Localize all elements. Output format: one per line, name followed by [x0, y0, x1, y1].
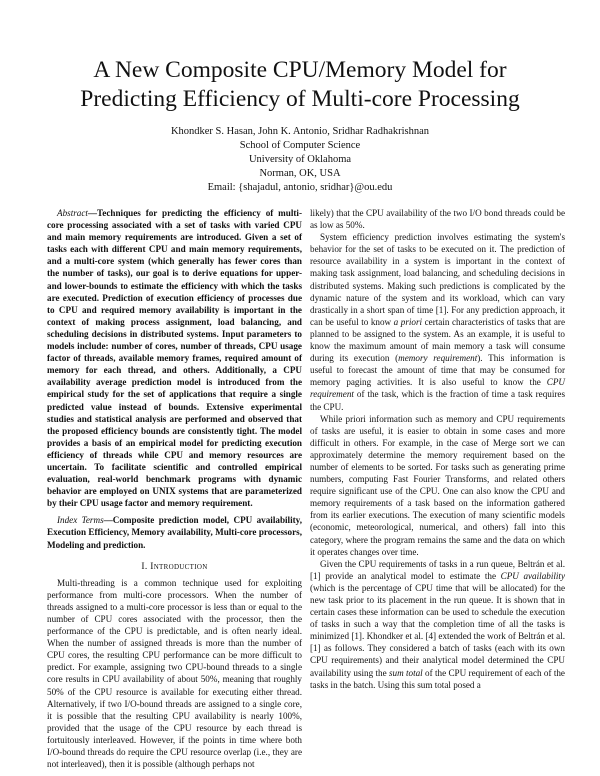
index-terms-text: Composite prediction model, CPU availability, Execution Efficiency, Memory availability, Multi-core processors, Modeling and prediction.	[47, 515, 303, 550]
location: Norman, OK, USA	[259, 168, 341, 179]
p4-text-a: Given the CPU requirements of tasks in a run queue, Beltrán et al. [1] provide an analytical model to estimate the	[310, 558, 565, 581]
p4-text-c: of the CPU requirement of each of the tasks in the batch. Using this sum total posed a	[310, 667, 565, 690]
paper-title	[30, 56, 570, 114]
abstract-label: Abstract	[57, 208, 88, 218]
affiliation: School of Computer Science	[239, 140, 361, 151]
title-line-2: Predicting Efficiency of Multi-core Processing	[80, 86, 520, 112]
university: University of Oklahoma	[248, 154, 352, 165]
index-terms-dash: —	[103, 515, 113, 526]
p4-text-b: (which is the percentage of CPU time that will be allocated) for the new task prior to its placement in the run queue. It is shown that in certain cases these information can be used to schedule the execution of tasks in such a way that the completion time of all the tasks is minimized [1]. Khondker et al. [4] extended the work of Beltrán et al. [1] as follows. They considered a batch of tasks (each with its own CPU requirements) and their analytical model determined the CPU availability using the	[310, 582, 565, 678]
p4-italic-sum-total: sum total	[388, 667, 423, 678]
right-column	[310, 207, 565, 691]
authors: Khondker S. Hasan, John K. Antonio, Sridhar Radhakrishnan	[170, 126, 430, 137]
abstract-dash: —	[87, 208, 98, 218]
author-block	[0, 125, 600, 195]
p2-text-d: of the task, which is the fraction of time a task requires the CPU.	[310, 389, 565, 412]
p4-italic-cpu-availability: CPU availability	[500, 570, 566, 581]
left-column	[47, 207, 302, 770]
p2-italic-memory-requirement: memory requirement	[398, 353, 478, 364]
title-line-1: A New Composite CPU/Memory Model for	[93, 57, 507, 83]
index-terms	[47, 514, 302, 550]
p2-text-a: System efficiency prediction involves estimating the system's behavior for the set of tasks to be executed on it. The prediction of resource availability in a system is important in the context of making task assignment, load balancing, and scheduling decisions in distributed systems. Making such predictions is complicated by the dynamic nature of the system and its workload, which can vary drastically in a short span of time [1]. For any prediction approach, it can be useful to know	[310, 232, 565, 327]
intro-paragraph-2	[310, 231, 565, 412]
intro-paragraph-1: Multi-threading is a common technique used for exploiting performance from multi-core processors. When the number of threads assigned to a multi-core processor is less than or equal to the number of CPU cores associated with the processor, then the performance of the CPU is predictable, and is often nearly ideal. When the number of assigned threads is more than the number of CPU cores, the resulting CPU performance can be more difficult to predict. For example, assigning two CPU-bound threads to a single core results in CPU availability of about 50%, meaning that roughly 50% of the CPU resource is available for executing either thread. Alternatively, if two I/O-bound threads are assigned to a single core, it is possible that the resulting CPU availability is nearly 100%, provided that the usage of the CPU resource by each thread is fortuitously interleaved. However, if the points in time where both I/O-bound threads do require the CPU resource overlap (i.e., they are not interleaved), then it is possible (although perhaps not	[47, 577, 302, 770]
p2-text-c: ). This information is useful to forecast the amount of time that may be consumed for memory paging activities. It is also useful to know the	[310, 353, 565, 388]
p2-italic-cpu-requirement: CPU requirement	[310, 377, 566, 400]
section-heading-introduction: I. Introduction	[141, 561, 208, 572]
p2-text-b: certain characteristics of tasks that are planned to be assigned to the system. As an example, it is useful to know the maximum amount of main memory a task will consume during its execution (	[310, 316, 566, 364]
email: Email: {shajadul, antonio, sridhar}@ou.edu	[207, 182, 393, 193]
intro-continuation: likely) that the CPU availability of the two I/O bond threads could be as low as 50%.	[310, 208, 565, 231]
index-terms-label: Index Terms	[57, 515, 104, 526]
abstract	[47, 207, 302, 509]
intro-paragraph-4	[310, 558, 565, 691]
abstract-text: Techniques for predicting the efficiency of multi-core processing associated with a set of tasks with varied CPU and main memory requirements are introduced. Given a set of tasks each with different CPU and main memory requirements, and a multi-core system (which generally has fewer cores than the number of tasks), our goal is to derive equations for upper- and lower-bounds to estimate the efficiency with which the tasks are executed. Prediction of execution efficiency of processes due to CPU and required memory availability is important in the context of making process assignment, load balancing, and scheduling decisions in distributed systems. Input parameters to models include: number of cores, number of threads, CPU usage factor of threads, available memory frames, required amount of memory for each thread, and others. Additionally, a CPU availability average prediction model is introduced from the empirical study for the set of applications that require a single predicted value instead of bounds. Extensive experimental studies and statistical analysis are performed and observed that the proposed efficiency bounds are consistently tight. The model provides a basis of an empirical model for predicting execution efficiency of threads while CPU and memory resources are uncertain. To facilitate scientific and controlled empirical evaluation, real-world benchmark programs with dynamic behavior are employed on UNIX systems that are parameterized by their CPU usage factor and memory requirement.	[47, 208, 302, 509]
intro-paragraph-3: While priori information such as memory and CPU requirements of tasks are useful, it is easier to obtain in some cases and more difficult in others. For example, in the case of Merge sort we can approximately determine the memory requirement based on the number of elements to be sorted. For tasks such as generating prime numbers, computing Fast Fourier Transforms, and related others require significant use of the CPU. One can also know the CPU and memory requirements of a task based on the information gathered from its earlier executions. The execution of many scientific models (economic, meteorological, numerical, and others) fall into this category, where the program remains the same and the data on which it operates changes over time.	[310, 413, 565, 557]
p2-italic-apriori: a priori	[393, 316, 423, 327]
